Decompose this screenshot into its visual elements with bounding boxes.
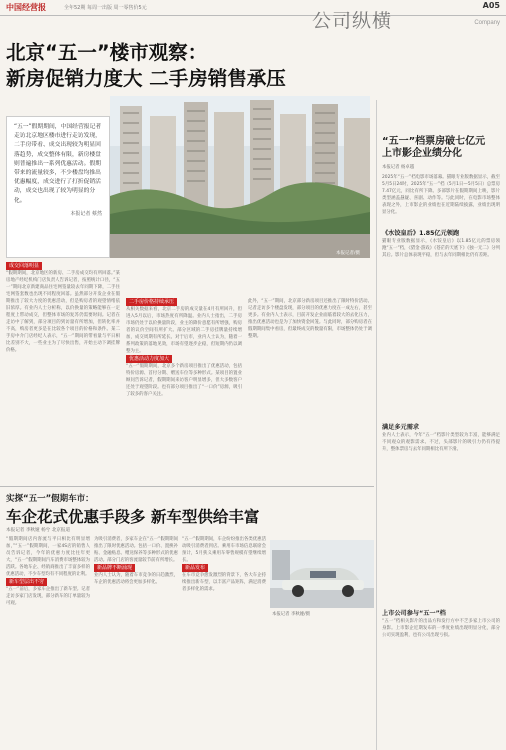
section-divider [0,486,374,487]
lead-summary-box [6,116,110,258]
side-headline: “五一”档票房破七亿元 上市影企业绩分化 [382,136,486,159]
residential-buildings-photo [110,96,370,258]
subhead-1: 成交回落明显 [6,262,42,270]
side-intro: 2025年“五一”档电影市场落幕。猫眼专业版数据显示，截至5月5日24时，2025年“五一”档（5月1日—5月5日）总票房7.47亿元，同比有所下降。多部影片在假期期间上映，影片类型涵盖悬疑、喜剧、动作等。与此同时，在电影市场整体表现之外，上市影企的业绩也在近期陆续披露，业绩出现明显分化。 [382,175,500,215]
side-text-3: “五一”档相关影片的出品方和发行方中不乏多家上市公司的身影。上市影企近期发布的一季度业绩出现明显分化，部分公司实现盈利，也有公司出现亏损。 [382,619,500,638]
side-subhead-3: 上市公司参与“五一”档 [382,610,446,617]
article-column-2 [126,298,242,484]
lower-kicker: 实探“五一”假期车市： [6,494,94,504]
column-divider [376,100,377,750]
lower-column-2b-text: 业内人士认为，随着车市竞争的日趋激烈，车企的优惠活动将会更加多样化。 [94,573,178,585]
column-1-text: “假期期间，北京地区的新房、二手房成交均有所回落。”某房地产经纪机构门店负责人告诉记者，按照统计口径，“五一”期间北京新建商品住宅网签量较去年同期下降，二手住宅网签套数也出现不同程度回落。虽然部分开发企业在假期推出了较大力度的优惠活动，但是购房者的观望情绪依旧浓厚。有业内人士分析称，以价换量的策略能够在一定程度上带动成交，但整体市场的复苏仍需要时间。记者在走访中了解到，部分项目的到访量有所增加，但转化率并不高，购房者更多是在比较各个项目的价格和条件。某二手房中介门店经纪人表示，“五一”期间的带看量与平日相比差别不大，一些业主为了尽快出售，开始主动下调挂牌价格。 [6,271,120,353]
lower-byline: 本报记者 李秋娅 杨兮 北京报道 [6,528,71,533]
page-number: A05 [482,1,500,10]
section-english: Company [474,20,500,26]
lower-column-1-text: “假期期间店内客流与平日相比有明显增加，”“五一”假期期间，一家4S店的销售人员告诉记者，今年的优惠力度比往年更大，“五一”假期期间汽车消费市场整体较为活跃。各地车企、经销商推出了丰富多样的优惠活动，不少车型均有不同程度的让利。 [6,537,90,577]
section-title: 公司纵横 [312,10,393,32]
side-subhead-1: 《水饺皇后》1.85亿元领跑 [382,230,460,237]
lower-subhead-2: 新品牌不断涌现 [94,564,135,572]
column-2-text: 从相关数据来看，北京二手房的成交量在4月有所回升，但进入5月以后，市场热度有所降温。业内人士指出，二手房市场仍处于以价换量阶段，业主的降价意愿有所增强，购房者的议价空间有所扩大。部分区域的二手房挂牌量持续增加，成交周期有所延长。对于后市，业内人士认为，随着一系列政策的落地见效，市场有望逐步企稳，但短期内仍以调整为主。 [126,307,242,354]
headline-line2: 新房促销力度大 二手房销售承压 [6,67,286,90]
lead-text: “五一”假期期间，中国经营报记者走访北京地区楼市进行走访发现，二手房带看、成交出现较为明显回落趋势，成交整体有限，新房楼盘则普遍推出一系列优惠活动。假期带来的流量较多，不少楼盘均推出优惠幅度，成交进行了打折促销活动，成交也出现了较为明显的分化。 [14,124,102,204]
lower-column-3-text: “五一”假期期间，车企纷纷推出各类优惠活动吸引消费者到店。乘用车市场信息联席会预计，5月狭义乘用车零售规模有望继续增长。 [182,537,266,563]
lower-subhead-1: 新车型层出不穷 [6,578,47,586]
article-column-3 [248,298,372,484]
subhead-3: 优惠活动力度加大 [126,355,172,363]
side-text-1: 猫眼专业版数据显示，《水饺皇后》以1.85亿元的票房领跑“五一”档，《猎金·游戏》《苍茫的天底下》《独一无二》分列其后。影片总体表现平稳，但与去年同期相比仍有差距。 [382,239,500,258]
lower-subhead-3: 新品发布 [182,564,208,572]
article-column-1 [6,262,120,484]
lower-headline: 车企花式优惠手段多 新车型供给丰富 [6,508,260,526]
lower-column-1b-text: “五一”前后，多家车企推出了新车型。记者走访多家门店发现，部分新车的订单量较为可观。 [6,587,90,606]
side-text-2: 业内人士表示，今年“五一”档影片类型较为丰富，能够满足不同观众的观影需求。不过，头部影片的吸引力仍有待提升，整体票房与去年同期相比有所下滑。 [382,433,500,452]
column-3-text: 此外，“五一”期间，北京部分新房项目还推出了限时特价活动。记者走访多个楼盘发现，部分项目的优惠力度在一成左右，甚至更多。有业内人士表示，目前开发企业面临着较大的去化压力，推出优惠活动也是为了加快资金回笼。与此同时，部分购房者在假期期间集中看房，但最终成交的数量有限，市场整体仍处于调整期。 [248,299,372,339]
headline-line1: 北京“五一”楼市观察： [6,41,208,64]
main-headline [6,40,336,92]
subhead-2: 二手房价格持续承压 [126,298,177,306]
car-showroom-photo [270,540,374,608]
lower-column-2-text: 为吸引消费者，多家车企在“五一”假期期间推出了限时优惠活动。包括一口价、置换补贴、金融贴息、赠送保养等多种形式的优惠活动。部分门店的客流量较节前有所增长。 [94,537,178,563]
masthead [0,0,506,16]
newspaper-logo: 中国经营报 [6,2,46,12]
car-photo-caption: 本报记者 李秋娅/摄 [272,612,311,617]
side-byline: 本报记者 杨卓越 [382,165,415,170]
lower-column-2 [94,536,178,748]
lower-column-1 [6,536,90,748]
photo-credit: 本报记者/摄 [336,251,361,256]
column-2b-text: “五一”假期期间，北京多个新房项目推出了优惠活动，包括特价房源、首付分期、赠送车位等多种形式。某项目的置业顾问告诉记者，假期期间来访客户明显增多，但大多数客户还处于观望阶段。也有部分项目推出了“一口价”房源，吸引了较多的客户关注。 [126,364,242,397]
side-subhead-2: 满足多元需求 [382,424,420,431]
lead-byline: 本报记者 蔡然 [70,210,102,217]
lower-column-3 [182,536,266,748]
lower-column-3b-text: 在车市竞争愈发激烈的背景下，各大车企持续推出新车型，以丰富产品矩阵，满足消费者多样化的需求。 [182,573,266,592]
issue-info: 全年52期 每周一出版 周一零售价5元 [64,5,147,11]
